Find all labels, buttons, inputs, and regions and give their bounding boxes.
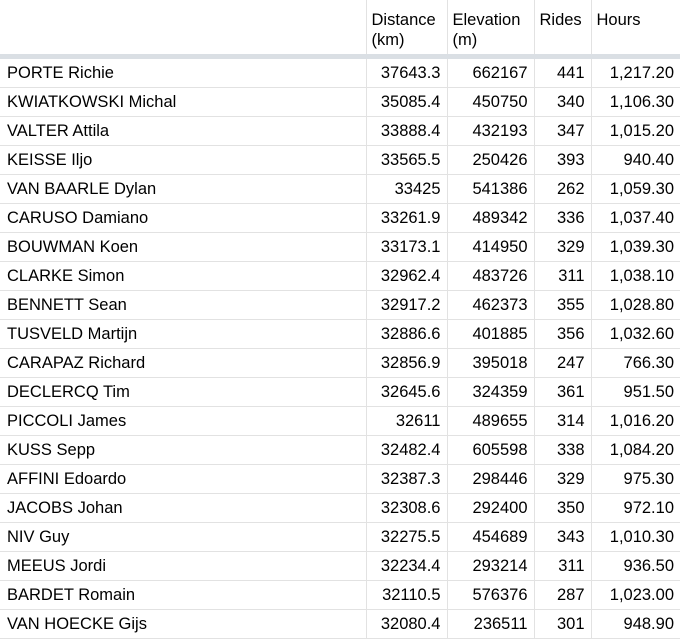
cell-hours[interactable]: 1,010.30 [591, 522, 680, 551]
cell-hours[interactable]: 948.90 [591, 609, 680, 638]
cell-hours[interactable]: 1,023.00 [591, 580, 680, 609]
cell-rides[interactable]: 393 [534, 145, 591, 174]
cell-name[interactable]: PORTE Richie [0, 56, 366, 87]
cell-distance[interactable]: 32482.4 [366, 435, 447, 464]
cell-elevation[interactable]: 489655 [447, 406, 534, 435]
cell-name[interactable]: KUSS Sepp [0, 435, 366, 464]
cell-elevation[interactable]: 541386 [447, 174, 534, 203]
cell-rides[interactable]: 441 [534, 56, 591, 87]
table-row[interactable] [0, 174, 680, 203]
cell-rides[interactable]: 329 [534, 464, 591, 493]
cell-rides[interactable]: 338 [534, 435, 591, 464]
cell-hours[interactable]: 1,032.60 [591, 319, 680, 348]
cell-distance[interactable]: 33425 [366, 174, 447, 203]
table-row[interactable] [0, 56, 680, 87]
table-row[interactable] [0, 348, 680, 377]
cell-elevation[interactable]: 395018 [447, 348, 534, 377]
cell-distance[interactable]: 32387.3 [366, 464, 447, 493]
cell-distance[interactable]: 32080.4 [366, 609, 447, 638]
cell-hours[interactable]: 1,217.20 [591, 56, 680, 87]
cell-distance[interactable]: 33888.4 [366, 116, 447, 145]
cell-hours[interactable]: 951.50 [591, 377, 680, 406]
cell-name[interactable]: BENNETT Sean [0, 290, 366, 319]
cell-rides[interactable]: 329 [534, 232, 591, 261]
cell-name[interactable]: CARUSO Damiano [0, 203, 366, 232]
table-row[interactable] [0, 116, 680, 145]
table-body [0, 56, 680, 638]
header-hours[interactable]: Hours [591, 0, 680, 56]
cell-elevation[interactable]: 462373 [447, 290, 534, 319]
table-row[interactable] [0, 261, 680, 290]
cell-distance[interactable]: 32856.9 [366, 348, 447, 377]
cell-distance[interactable]: 33261.9 [366, 203, 447, 232]
cell-hours[interactable]: 1,037.40 [591, 203, 680, 232]
cell-hours[interactable]: 1,039.30 [591, 232, 680, 261]
cell-distance[interactable]: 32308.6 [366, 493, 447, 522]
cell-elevation[interactable]: 236511 [447, 609, 534, 638]
cell-rides[interactable]: 262 [534, 174, 591, 203]
cell-distance[interactable]: 35085.4 [366, 87, 447, 116]
cell-name[interactable]: PICCOLI James [0, 406, 366, 435]
cell-name[interactable]: CARAPAZ Richard [0, 348, 366, 377]
cell-elevation[interactable]: 662167 [447, 56, 534, 87]
cell-name[interactable]: VAN HOECKE Gijs [0, 609, 366, 638]
cell-elevation[interactable]: 292400 [447, 493, 534, 522]
cell-elevation[interactable]: 324359 [447, 377, 534, 406]
table-row[interactable] [0, 435, 680, 464]
cell-name[interactable]: JACOBS Johan [0, 493, 366, 522]
table-row[interactable] [0, 464, 680, 493]
cell-hours[interactable]: 940.40 [591, 145, 680, 174]
cell-rides[interactable]: 301 [534, 609, 591, 638]
table-row[interactable] [0, 203, 680, 232]
table-row[interactable] [0, 493, 680, 522]
cell-rides[interactable]: 314 [534, 406, 591, 435]
cell-name[interactable]: KWIATKOWSKI Michal [0, 87, 366, 116]
cell-name[interactable]: TUSVELD Martijn [0, 319, 366, 348]
cell-name[interactable]: DECLERCQ Tim [0, 377, 366, 406]
cell-distance[interactable]: 32611 [366, 406, 447, 435]
cell-rides[interactable]: 336 [534, 203, 591, 232]
cell-name[interactable]: AFFINI Edoardo [0, 464, 366, 493]
cell-elevation[interactable]: 414950 [447, 232, 534, 261]
cell-elevation[interactable]: 401885 [447, 319, 534, 348]
cell-distance[interactable]: 32645.6 [366, 377, 447, 406]
cell-distance[interactable]: 32275.5 [366, 522, 447, 551]
cell-rides[interactable]: 355 [534, 290, 591, 319]
cell-elevation[interactable]: 605598 [447, 435, 534, 464]
cell-distance[interactable]: 32962.4 [366, 261, 447, 290]
header-rides[interactable]: Rides [534, 0, 591, 56]
header-row [0, 0, 680, 56]
cell-hours[interactable]: 975.30 [591, 464, 680, 493]
cell-elevation[interactable]: 293214 [447, 551, 534, 580]
cell-distance[interactable]: 32886.6 [366, 319, 447, 348]
cell-elevation[interactable]: 250426 [447, 145, 534, 174]
cell-distance[interactable]: 32110.5 [366, 580, 447, 609]
table-row[interactable] [0, 609, 680, 638]
cell-name[interactable]: BARDET Romain [0, 580, 366, 609]
cell-hours[interactable]: 972.10 [591, 493, 680, 522]
cell-rides[interactable]: 340 [534, 87, 591, 116]
table-row[interactable] [0, 551, 680, 580]
cell-hours[interactable]: 1,106.30 [591, 87, 680, 116]
cell-rides[interactable]: 347 [534, 116, 591, 145]
cell-name[interactable]: CLARKE Simon [0, 261, 366, 290]
table-row[interactable] [0, 145, 680, 174]
cell-rides[interactable]: 311 [534, 261, 591, 290]
cell-distance[interactable]: 33565.5 [366, 145, 447, 174]
header-distance[interactable]: Distance (km) [366, 0, 447, 56]
cell-hours[interactable]: 1,016.20 [591, 406, 680, 435]
header-name[interactable] [0, 0, 366, 56]
cell-distance[interactable]: 33173.1 [366, 232, 447, 261]
table-row[interactable] [0, 290, 680, 319]
cell-elevation[interactable]: 432193 [447, 116, 534, 145]
cell-rides[interactable]: 356 [534, 319, 591, 348]
cell-hours[interactable]: 936.50 [591, 551, 680, 580]
cell-name[interactable]: VALTER Attila [0, 116, 366, 145]
cell-rides[interactable]: 343 [534, 522, 591, 551]
cell-name[interactable]: VAN BAARLE Dylan [0, 174, 366, 203]
cell-hours[interactable]: 1,059.30 [591, 174, 680, 203]
cell-rides[interactable]: 287 [534, 580, 591, 609]
cell-name[interactable]: BOUWMAN Koen [0, 232, 366, 261]
cell-hours[interactable]: 1,038.10 [591, 261, 680, 290]
cell-name[interactable]: KEISSE Iljo [0, 145, 366, 174]
header-elevation[interactable]: Elevation (m) [447, 0, 534, 56]
cell-rides[interactable]: 311 [534, 551, 591, 580]
cell-elevation[interactable]: 298446 [447, 464, 534, 493]
cell-hours[interactable]: 1,015.20 [591, 116, 680, 145]
table-row[interactable] [0, 406, 680, 435]
table-row[interactable] [0, 522, 680, 551]
cell-elevation[interactable]: 483726 [447, 261, 534, 290]
cell-distance[interactable]: 37643.3 [366, 56, 447, 87]
cell-rides[interactable]: 361 [534, 377, 591, 406]
cell-hours[interactable]: 1,084.20 [591, 435, 680, 464]
table-row[interactable] [0, 580, 680, 609]
cell-elevation[interactable]: 454689 [447, 522, 534, 551]
cell-elevation[interactable]: 576376 [447, 580, 534, 609]
cell-rides[interactable]: 350 [534, 493, 591, 522]
cell-name[interactable]: MEEUS Jordi [0, 551, 366, 580]
cell-elevation[interactable]: 450750 [447, 87, 534, 116]
table-row[interactable] [0, 377, 680, 406]
cell-rides[interactable]: 247 [534, 348, 591, 377]
cell-distance[interactable]: 32234.4 [366, 551, 447, 580]
table-row[interactable] [0, 319, 680, 348]
table-row[interactable] [0, 232, 680, 261]
table-header [0, 0, 680, 56]
cell-distance[interactable]: 32917.2 [366, 290, 447, 319]
cell-hours[interactable]: 1,028.80 [591, 290, 680, 319]
cell-hours[interactable]: 766.30 [591, 348, 680, 377]
cell-elevation[interactable]: 489342 [447, 203, 534, 232]
cell-name[interactable]: NIV Guy [0, 522, 366, 551]
table-row[interactable] [0, 87, 680, 116]
